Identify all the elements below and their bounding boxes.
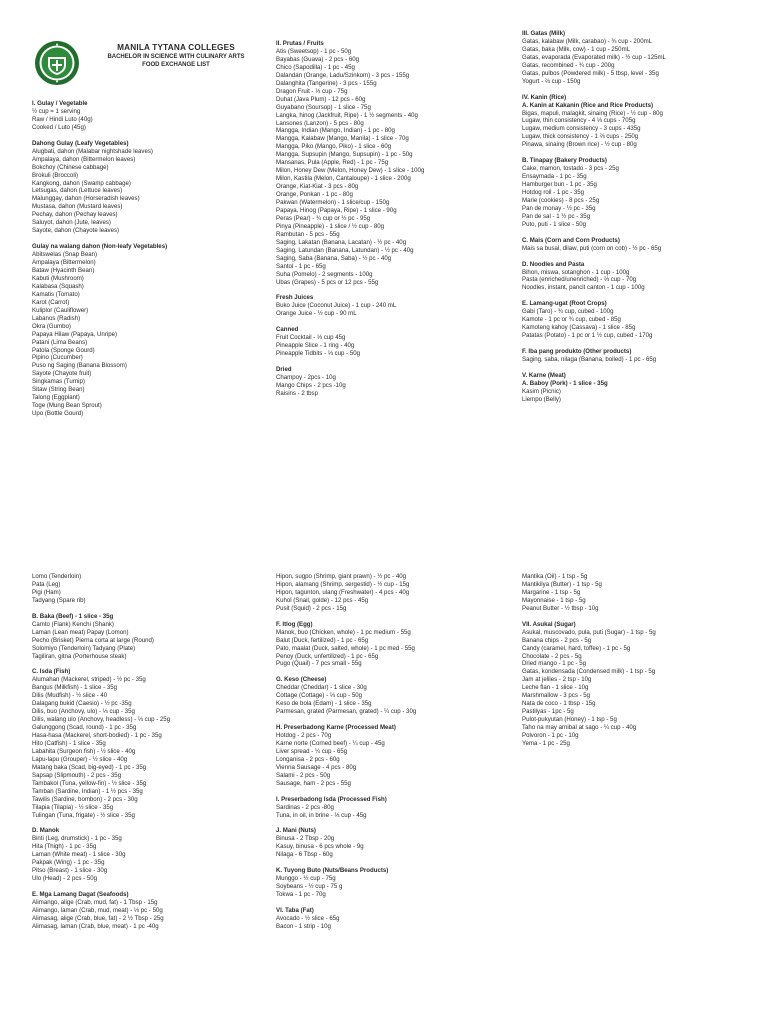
document-title: FOOD EXCHANGE LIST [142,62,210,68]
exchange-item: Patatas (Potato) - 1 pc or 1 ½ cup, cubed - 170g [522,332,653,340]
food-group-section [32,827,262,883]
exchange-item: Manok, buo (Chicken, whole) - 1 pc medium - 55g [276,628,411,636]
section-heading: C. Isda (Fish) [32,668,71,676]
food-group-section [276,573,516,613]
section-heading: Fresh Juices [276,294,314,302]
exchange-item: Ubas (Grapes) - 5 pcs or 12 pcs - 55g [276,278,379,286]
exchange-item: Pulot-pukyutan (Honey) - 1 tsp - 5g [522,716,617,724]
exchange-item: Tilapia (Tilapia) - ½ slice - 35g [32,803,114,811]
exchange-item: Hotdog - 2 pcs - 70g [276,732,332,740]
exchange-item: Pinya (Pineapple) - 1 slice / ½ cup - 80g [276,222,385,230]
section-heading: K. Tuyong Buto (Nuts/Beans Products) [276,867,389,875]
college-seal-logo [34,40,80,86]
exchange-item: Pakpak (Wing) - 1 pc - 35g [32,859,105,867]
top-column-3 [522,30,762,412]
exchange-item: Tadyang (Spare rib) [32,596,86,604]
exchange-item: Hita (Thigh) - 1 pc - 35g [32,843,97,851]
section-heading: I. Gulay / Vegetable [32,100,88,107]
exchange-item: Sapsap (Slipmouth) - 2 pcs - 35g [32,771,122,779]
document-header [32,40,262,90]
exchange-item: Ensaymada - 1 pc - 35g [522,173,587,181]
program-name: BACHELOR IN SCIENCE WITH CULINARY ARTS [107,54,245,60]
exchange-item: Guyabano (Soursop) - 1 slice - 75g [276,103,371,111]
exchange-item: Orange, Ponkan - 1 pc - 80g [276,191,353,199]
exchange-item: Mayonnaise - 1 tsp - 5g [522,596,586,604]
exchange-item: Avocado - ½ slice - 65g [276,914,340,922]
food-group-section [522,573,762,613]
header-text [88,42,264,69]
exchange-item: Hasa-hasa (Mackerel, short-bodied) - 1 pc - 35g [32,732,162,740]
food-group-section [522,30,762,86]
section-heading: H. Preserbadong Karne (Processed Meat) [276,724,396,732]
exchange-item: Milon, Kastila (Melon, Cantaloupe) - 1 slice - 200g [276,175,411,183]
exchange-item: Gatas, evaporada (Evaporated milk) - ½ cup - 125mL [522,53,666,61]
exchange-item: Kamote - 1 pc or ¾ cup, cubed - 85g [522,316,621,324]
food-group-section [276,676,516,716]
section-heading: VII. Asukal (Sugar) [522,620,576,628]
exchange-item: Alimango, alige (Crab, mud, fat) - 1 Tbsp - 15g [32,899,158,907]
section-heading: VI. Taba (Fat) [276,906,314,914]
exchange-item: Kalabasa (Squash) [32,282,84,290]
exchange-item: Bigas, mapuli, malagkit, sinaing (Rice) - ½ cup - 80g [522,109,663,117]
exchange-item: Mantika (Oil) - 1 tsp - 5g [522,573,588,580]
food-group-section [276,827,516,859]
exchange-item: Dilis, buo (Anchovy, ulo) - ⅓ cup - 35g [32,708,135,716]
section-heading: B. Baka (Beef) - 1 slice - 35g [32,612,114,620]
food-group-section [276,907,516,931]
exchange-item: Alimasag, laman (Crab, blue, meat) - 1 pc -40g [32,922,159,930]
exchange-item: Pitso (Breast) - 1 slice - 30g [32,867,108,875]
exchange-item: Dragon Fruit - ⅓ cup - 75g [276,87,348,95]
food-group-section [32,140,262,235]
exchange-item: Saging, saba, nilaga (Banana, boiled) - 1 pc - 65g [522,355,657,363]
exchange-item: Dilis (Mudfish) - ½ slice - 40 [32,692,108,700]
exchange-item: Galunggong (Scad, round) - 1 pc - 35g [32,724,137,732]
exchange-item: Noodles, instant, pancit canton - 1 cup - 100g [522,284,645,292]
exchange-item: Kasuy, binusa - 6 pcs whole - 9g [276,843,364,851]
exchange-item: Sardinas - 2 pcs -80g [276,803,334,811]
food-group-section [32,891,262,931]
exchange-item: Tambakol (Tuna, yellow-fin) - ½ slice - 35g [32,779,147,787]
section-heading: G. Keso (Cheese) [276,676,327,684]
bottom-column-2 [276,573,516,939]
section-heading: Gulay na walang dahon (Non-leafy Vegetables) [32,243,168,251]
exchange-item: Abitswelas (Snap Bean) [32,251,98,259]
exchange-item: Camto (Flank) Kenchi (Shank) [32,620,114,628]
exchange-item: Pastilyas - 1pc - 5g [522,708,574,716]
exchange-item: Brokuli (Broccoli) [32,171,79,179]
exchange-item: Binusa - 2 Tbsp - 20g [276,835,335,843]
school-name: MANILA TYTANA COLLEGES [117,43,235,52]
exchange-item: Liempo (Belly) [522,395,561,403]
exchange-item: Labahita (Surgeon fish) - ½ slice - 40g [32,747,136,755]
exchange-item: Suha (Pomelo) - 2 segments - 100g [276,270,373,278]
exchange-item: Nata de coco - 1 tbsp - 15g [522,700,596,708]
exchange-item: Lugaw, thin consistency - 4 ⅓ cups - 705g [522,117,636,125]
exchange-item: Pineapple Slice - 1 ring - 40g [276,342,355,350]
food-group-section [276,621,516,669]
exchange-item: Yogurt - ⅔ cup - 150g [522,77,581,85]
exchange-item: Mustasa, dahon (Mustard leaves) [32,203,123,211]
exchange-item: Saging, Latundan (Banana, Latundan) - ½ pc - 40g [276,246,414,254]
exchange-item: Gatas, pulbos (Powdered milk) - 5 tbsp, level - 35g [522,69,659,77]
exchange-item: Bayabas (Guava) - 2 pcs - 60g [276,55,359,63]
exchange-item: Leche flan - 1 slice - 10g [522,684,589,692]
exchange-item: Hipon, sugpo (Shrimp, giant prawn) - ½ pc - 40g [276,573,407,580]
section-heading: Dried [276,366,292,374]
exchange-item: Pakwan (Watermelon) - 1 slice/cup - 150g [276,199,390,207]
section-heading: E. Lamang-ugat (Root Crops) [522,300,607,308]
exchange-item: Hito (Catfish) - 1 slice - 35g [32,739,106,747]
exchange-item: Alimango, laman (Crab, mud, meat) - ⅓ pc - 50g [32,906,163,914]
exchange-item: Labanos (Radish) [32,314,81,322]
exchange-item: Dried mango - 1 pc - 5g [522,660,587,668]
exchange-item: Lansones (Lanzon) - 5 pcs - 80g [276,119,364,127]
exchange-item: Sayote (Chayote fruit) [32,370,92,378]
exchange-item: Karot (Carrot) [32,298,70,306]
exchange-item: Kamoteng kahoy (Cassava) - 1 slice - 85g [522,324,636,332]
food-group-section [522,94,762,150]
exchange-item: Gatas, kalabaw (Milk, carabao) - ¾ cup - 200mL [522,37,653,45]
exchange-item: Sitaw (String Bean) [32,386,85,394]
exchange-item: Pugo (Quail) - 7 pcs small - 55g [276,660,362,668]
exchange-item: Pan de monay - ½ pc - 35g [522,204,596,212]
exchange-item: Patola (Sponge Gourd) [32,346,95,354]
exchange-item: Hipon, tagunton, ulang (Freshwater) - 4 pcs - 40g [276,588,410,596]
food-group-section [276,366,516,398]
food-group-section [522,621,762,748]
exchange-item: Raisins - 2 tbsp [276,389,318,397]
exchange-item: Pigi (Ham) [32,588,61,596]
exchange-item: Dalagang bukid (Caesio) - ½ pc -35g [32,700,132,708]
section-heading: D. Manok [32,827,60,835]
exchange-item: Milon, Honey Dew (Melon, Honey Dew) - 1 slice - 100g [276,167,425,175]
exchange-item: Papaya, Hinog (Papaya, Ripe) - 1 slice - 90g [276,207,397,215]
exchange-item: Nilaga - 6 Tbsp - 60g [276,851,333,859]
exchange-item: Cake, mamon, tostado - 3 pcs - 25g [522,165,619,173]
exchange-item: Mangga, Piko (Mango, Piko) - 1 slice - 60g [276,143,392,151]
food-group-section [276,724,516,788]
exchange-item: Peanut Butter - ½ tbsp - 10g [522,604,599,612]
section-heading: Canned [276,326,299,334]
exchange-item: Tamban (Sardine, Indian) - 1 ½ pcs - 35g [32,787,143,795]
exchange-item: Dilis, walang ulo (Anchovy, headless) - ⅓ cup - 25g [32,716,171,724]
exchange-item: Bihon, miswa, sotanghon - 1 cup - 100g [522,268,630,276]
exchange-item: Laman (Lean meat) Papay (Lomon) [32,628,129,636]
exchange-item: Puso ng Saging (Banana Blossom) [32,362,127,370]
exchange-item: Vienna Sausage - 4 pcs - 80g [276,763,357,771]
exchange-item: Alugbati, dahon (Malabar nightshade leaves) [32,147,153,155]
exchange-item: Cooked / Luto (45g) [32,123,86,131]
exchange-item: Pato, maalat (Duck, salted, whole) - 1 pc med - 55g [276,644,415,652]
food-group-section [522,372,762,404]
exchange-item: Kuhol (Snail, golde) - 12 pcs - 45g [276,596,369,604]
exchange-item: Pasta (enriched/unenriched) - ⅔ cup - 70g [522,276,637,284]
section-heading: Dahong Gulay (Leafy Vegetables) [32,139,129,147]
exchange-item: Kamatis (Tomato) [32,290,80,298]
exchange-item: Saluyot, dahon (Jute, leaves) [32,219,111,227]
exchange-item: Bangus (Milkfish) - 1 slice - 35g [32,684,118,692]
exchange-item: Tokwa - 1 pc - 70g [276,891,326,899]
food-group-section [32,243,262,418]
exchange-item: Taho na may arnibal at sago - ¼ cup - 40g [522,724,637,732]
exchange-item: Dalanghita (Tangerine) - 3 pcs - 155g [276,79,377,87]
top-column-1 [32,100,262,426]
exchange-item: Pan de sal - 1 ½ pc - 35g [522,212,591,220]
food-group-section [276,867,516,899]
exchange-item: Hamburger bun - 1 pc - 35g [522,181,597,189]
exchange-item: Duhat (Java Plum) - 12 pcs - 60g [276,95,366,103]
exchange-item: Mango Chips - 2 pcs -10g [276,381,346,389]
exchange-item: Pecho (Brisket) Pierna corta at large (Round) [32,636,154,644]
exchange-item: Banana chips - 2 pcs - 5g [522,636,592,644]
food-group-section [276,294,516,318]
food-group-section [522,348,762,364]
exchange-item: Champoy - 2pcs - 10g [276,373,336,381]
section-heading: I. Preserbadong Isda (Processed Fish) [276,795,387,803]
exchange-item: Mangga, Indian (Mango, Indian) - 1 pc - 80g [276,127,395,135]
section-heading: F. Itlog (Egg) [276,620,313,628]
exchange-item: Saging, Lakatan (Banana, Lacatan) - ½ pc - 40g [276,238,407,246]
exchange-item: Karne norte (Corned beef) - ¼ cup - 45g [276,739,385,747]
exchange-item: Puto, puti - 1 slice - 50g [522,220,587,228]
exchange-item: Kangkong, dahon (Swamp cabbage) [32,179,131,187]
exchange-item: Mangga, Kalabaw (Mango, Manila) - 1 slice - 70g [276,135,409,143]
exchange-item: Singkamas (Turnip) [32,378,85,386]
section-heading: B. Tinapay (Bakery Products) [522,157,607,165]
section-heading: V. Karne (Meat) [522,371,566,379]
exchange-item: Langka, hinog (Jackfruit, Ripe) - 1 ½ segments - 40g [276,111,418,119]
exchange-item: Orange Juice - ½ cup - 90 mL [276,310,357,318]
exchange-item: Parmesan, grated (Parmesan, grated) - ¼ cup - 30g [276,708,417,716]
exchange-item: Dalandan (Orange, Ladu/Szinkom) - 3 pcs - 155g [276,71,410,79]
exchange-item: Sausage, ham - 2 pcs - 55g [276,779,351,787]
exchange-item: Margarine - 1 tsp - 5g [522,588,581,596]
exchange-item: Laman (White meat) - 1 slice - 30g [32,851,126,859]
exchange-item: Talong (Eggplant) [32,394,80,402]
bottom-column-1 [32,573,262,939]
section-heading: IV. Kanin (Rice) [522,93,567,101]
exchange-item: Gatas, kondensada (Condensed milk) - 1 tsp - 5g [522,668,656,676]
exchange-item: Patani (Lima Beans) [32,338,88,346]
exchange-item: Tawilis (Sardine, bombon) - 2 pcs - 30g [32,795,138,803]
exchange-item: Pata (Leg) [32,580,61,588]
exchange-item: Keso de bola (Edam) - 1 slice - 35g [276,700,372,708]
exchange-item: Mansanas, Pula (Apple, Red) - 1 pc - 75g [276,159,389,167]
exchange-item: Lugaw, thick consistency - 1 ⅔ cups - 250g [522,133,639,141]
exchange-item: Liver spread - ¼ cup - 65g [276,747,348,755]
exchange-item: Mais sa busal, dilaw, puti (corn on cob) - ½ pc - 65g [522,244,662,252]
exchange-item: Tagiliran, gitna (Porterhouse steak) [32,652,127,660]
exchange-item: Kabuti (Mushroom) [32,274,84,282]
bottom-column-3 [522,573,762,756]
exchange-item: Peras (Pear) - ¾ cup or ½ pc - 95g [276,214,371,222]
top-column-2 [276,40,516,406]
exchange-item: Bacon - 1 strip - 10g [276,922,331,930]
exchange-item: Penoy (Duck, unfertilized) - 1 pc - 65g [276,652,379,660]
exchange-item: Upo (Bottle Gourd) [32,410,84,418]
section-subheading: A. Baboy (Pork) - 1 slice - 35g [522,379,608,387]
exchange-item: Buko Juice (Coconut Juice) - 1 cup - 240 mL [276,302,397,310]
exchange-item: Balut (Duck, fertilized) - 1 pc - 65g [276,636,369,644]
food-group-section [276,40,516,287]
exchange-item: Marie (cookies) - 8 pcs - 25g [522,196,600,204]
food-group-section [522,157,762,229]
food-group-section [522,300,762,340]
food-group-section [522,261,762,293]
exchange-item: Tuna, in oil, in brine - ⅓ cup - 45g [276,811,367,819]
exchange-item: Letsugas, dahon (Lettuce leaves) [32,187,123,195]
exchange-item: Pineapple Tidbits - ⅓ cup - 50g [276,350,361,358]
exchange-item: Bataw (Hyacinth Bean) [32,266,95,274]
exchange-item: Mantikilya (Butter) - 1 tsp - 5g [522,580,602,588]
exchange-item: Rambutan - 5 pcs - 55g [276,230,340,238]
section-heading: J. Mani (Nuts) [276,827,316,835]
food-group-section [522,237,762,253]
section-heading: E. Mga Lamang Dagat (Seafoods) [32,891,129,899]
exchange-item: Kasim (Picnic) [522,387,561,395]
exchange-item: ½ cup = 1 serving [32,107,81,115]
exchange-item: Santol - 1 pc - 65g [276,262,326,270]
exchange-item: Alumahan (Mackerel, striped) - ½ pc - 35g [32,676,146,684]
exchange-item: Malunggay, dahon (Horseradish leaves) [32,195,140,203]
food-group-section [32,613,262,661]
exchange-item: Gabi (Taro) - ¾ cup, cubed - 100g [522,308,614,316]
exchange-item: Salami - 2 pcs - 50g [276,771,331,779]
exchange-item: Jam at jellies - 2 tsp - 10g [522,676,592,684]
exchange-item: Ulo (Head) - 2 pcs - 50g [32,875,98,883]
food-group-section [32,668,262,819]
exchange-item: Toge (Mung Bean Sprout) [32,402,102,410]
exchange-item: Saging, Saba (Banana, Saba) - ½ pc - 40g [276,254,392,262]
exchange-item: Mangga, Supsupin (Mango, Supsupin) - 1 pc - 50g [276,151,413,159]
exchange-item: Pechay, dahon (Pechay leaves) [32,211,118,219]
exchange-item: Kuliplor (Cauliflower) [32,306,89,314]
section-heading: C. Mais (Corn and Corn Products) [522,236,620,244]
exchange-item: Atis (Sweetsop) - 1 pc - 50g [276,47,352,55]
food-group-section [32,100,262,132]
exchange-item: Pusit (Squid) - 2 pcs - 15g [276,604,347,612]
exchange-item: Raw / Hindi Luto (40g) [32,115,93,123]
exchange-item: Alimasag, alige (Crab, blue, fat) - 2 ½ Tbsp - 25g [32,914,164,922]
exchange-item: Gatas, baka (Milk, cow) - 1 cup - 250mL [522,45,631,53]
exchange-item: Asukal, muscovado, pula, puti (Sugar) - 1 tsp - 5g [522,628,656,636]
exchange-item: Ampalaya (Bittermelon) [32,259,96,267]
food-group-section [32,573,262,605]
exchange-item: Sayote, dahon (Chayote leaves) [32,227,120,235]
exchange-item: Munggo - ½ cup - 75g [276,875,336,883]
food-group-section [276,326,516,358]
exchange-item: Bokchoy (Chinese cabbage) [32,163,109,171]
exchange-item: Cottage (Cottage) - ⅓ cup - 50g [276,692,363,700]
exchange-item: Lomo (Tenderloin) [32,573,82,580]
exchange-item: Longanisa - 2 pcs - 60g [276,755,340,763]
exchange-item: Polvoron - 1 pc - 10g [522,732,579,740]
exchange-item: Matang baka (Scad, big-eyed) - 1 pc - 35g [32,763,147,771]
section-heading: D. Noodles and Pasta [522,260,585,268]
exchange-item: Lapu-lapu (Grouper) - ½ slice - 40g [32,755,128,763]
section-heading: F. Iba pang produkto (Other products) [522,348,632,356]
exchange-item: Ampalaya, dahon (Bittermelon leaves) [32,155,136,163]
exchange-item: Okra (Gumbo) [32,322,71,330]
exchange-item: Orange, Kiat-Kiat - 3 pcs - 80g [276,183,359,191]
exchange-item: Chocolate - 2 pcs - 5g [522,652,582,660]
exchange-item: Fruit Cocktail - ⅓ cup 45g [276,334,346,342]
exchange-item: Soybeans - ½ cup - 75 g [276,883,343,891]
exchange-item: Gatas, recombined - ¾ cup - 200g [522,61,615,69]
exchange-item: Solomiyo (Tenderloin) Tadyang (Plate) [32,644,136,652]
exchange-item: Binti (Leg, drumstick) - 1 pc - 35g [32,835,122,843]
exchange-item: Candy (caramel, hard, toffee) - 1 pc - 5g [522,644,631,652]
exchange-item: Pinawa, sinaing (Brown rice) - ½ cup - 80g [522,141,637,149]
exchange-item: Papaya Hilaw (Papaya, Unripe) [32,330,118,338]
exchange-item: Yema - 1 pc - 25g [522,740,570,747]
section-heading: II. Prutas / Fruits [276,40,324,47]
exchange-item: Lugaw, medium consistency - 3 cups - 435g [522,125,641,133]
exchange-item: Hotdog roll - 1 pc - 35g [522,189,584,197]
section-heading: III. Gatas (Milk) [522,30,566,37]
exchange-item: Tulingan (Tuna, frigate) - ½ slice - 35g [32,811,135,819]
page-bottom-half [0,573,768,1024]
exchange-item: Marshmallow - 3 pcs - 5g [522,692,591,700]
exchange-item: Chico (Sapodilla) - 1 pc - 45g [276,63,355,71]
section-subheading: A. Kanin at Kakanin (Rice and Rice Products) [522,101,654,109]
exchange-item: Hipon, alamang (Shrimp, sergestid) - ½ cup - 15g [276,580,410,588]
exchange-item: Cheddar (Cheddar) - 1 slice - 30g [276,684,367,692]
exchange-item: Pipino (Cucumber) [32,354,83,362]
food-group-section [276,796,516,820]
